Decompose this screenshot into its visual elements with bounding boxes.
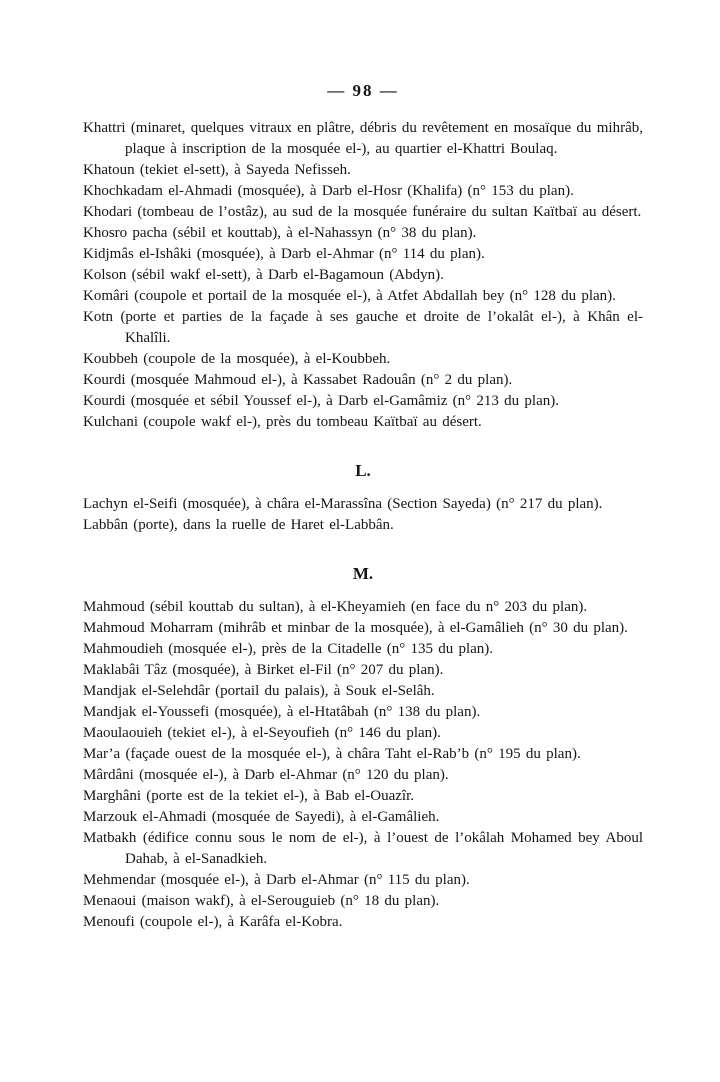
index-entry: Lachyn el-Seifi (mosquée), à châra el-Marassîna (Section Sayeda) (n° 217 du plan).	[83, 496, 603, 512]
index-entry: Kourdi (mosquée et sébil Youssef el-), à Darb el-Gamâmiz (n° 213 du plan).	[83, 393, 559, 409]
index-entry: Khochkadam el-Ahmadi (mosquée), à Darb el-Hosr (Khalifa) (n° 153 du plan).	[83, 183, 574, 199]
index-entry: Mahmoudieh (mosquée el-), près de la Citadelle (n° 135 du plan).	[83, 641, 494, 657]
index-section	[83, 564, 643, 933]
index-entry: Menoufi (coupole el-), à Karâfa el-Kobra.	[83, 914, 343, 930]
index-entry: Marzouk el-Ahmadi (mosquée de Sayedi), à el-Gamâlieh.	[83, 809, 440, 825]
index-entry: Maklabâi Tâz (mosquée), à Birket el-Fil (n° 207 du plan).	[83, 662, 444, 678]
index-entry: Kulchani (coupole wakf el-), près du tombeau Kaïtbaï au désert.	[83, 414, 482, 430]
index-entry: Khatoun (tekiet el-sett), à Sayeda Nefisseh.	[83, 162, 351, 178]
section-heading: L.	[355, 461, 371, 480]
index-entry: Khattri (minaret, quelques vitraux en plâtre, débris du revêtement en mosaïque du mihrâb, plaque à inscription de la mosquée el-), au quartier el-Khattri Boulaq.	[83, 120, 643, 157]
index-content	[83, 118, 643, 933]
index-entry: Maoulaouieh (tekiet el-), à el-Seyoufieh (n° 146 du plan).	[83, 725, 441, 741]
index-entry: Mahmoud Moharram (mihrâb et minbar de la mosquée), à el-Gamâlieh (n° 30 du plan).	[83, 620, 628, 636]
index-entry: Kolson (sébil wakf el-sett), à Darb el-Bagamoun (Abdyn).	[83, 267, 444, 283]
index-entry: Mandjak el-Youssefi (mosquée), à el-Htatâbah (n° 138 du plan).	[83, 704, 481, 720]
index-entry: Labbân (porte), dans la ruelle de Haret el-Labbân.	[83, 517, 394, 533]
index-section	[83, 118, 643, 433]
index-entry: Kotn (porte et parties de la façade à ses gauche et droite de l’okalât el-), à Khân el-Khalîli.	[83, 309, 643, 346]
index-entry: Mehmendar (mosquée el-), à Darb el-Ahmar (n° 115 du plan).	[83, 872, 470, 888]
index-entry: Menaoui (maison wakf), à el-Serouguieb (n° 18 du plan).	[83, 893, 440, 909]
index-entry: Mandjak el-Selehdâr (portail du palais), à Souk el-Selâh.	[83, 683, 435, 699]
index-entry: Kidjmâs el-Ishâki (mosquée), à Darb el-Ahmar (n° 114 du plan).	[83, 246, 485, 262]
index-entry: Komâri (coupole et portail de la mosquée el-), à Atfet Abdallah bey (n° 128 du plan).	[83, 288, 616, 304]
index-entry: Kourdi (mosquée Mahmoud el-), à Kassabet Radouân (n° 2 du plan).	[83, 372, 513, 388]
index-entry: Mar’a (façade ouest de la mosquée el-), à châra Taht el-Rab’b (n° 195 du plan).	[83, 746, 581, 762]
index-entry: Koubbeh (coupole de la mosquée), à el-Koubbeh.	[83, 351, 391, 367]
index-entry: Marghâni (porte est de la tekiet el-), à Bab el-Ouazîr.	[83, 788, 415, 804]
index-entry: Khodari (tombeau de l’ostâz), au sud de la mosquée funéraire du sultan Kaïtbaï au désert.	[83, 204, 642, 220]
index-entry: Khosro pacha (sébil et kouttab), à el-Nahassyn (n° 38 du plan).	[83, 225, 477, 241]
index-entry: Mahmoud (sébil kouttab du sultan), à el-Kheyamieh (en face du n° 203 du plan).	[83, 599, 588, 615]
page-number: — 98 —	[327, 81, 399, 100]
index-entry: Matbakh (édifice connu sous le nom de el-), à l’ouest de l’okâlah Mohamed bey Aboul Dahab, à el-Sanadkieh.	[83, 830, 643, 867]
index-section	[83, 461, 643, 536]
section-heading: M.	[352, 564, 374, 583]
index-entry: Mârdâni (mosquée el-), à Darb el-Ahmar (n° 120 du plan).	[83, 767, 449, 783]
